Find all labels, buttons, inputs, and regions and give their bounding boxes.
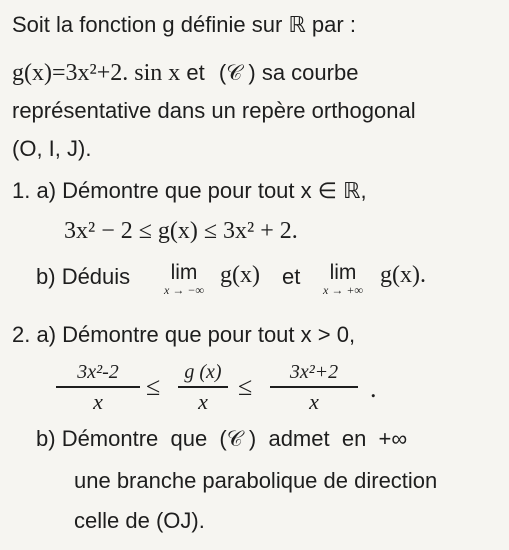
fraction-lower-bound (56, 360, 140, 414)
fraction-numerator: 3x²+2 (289, 361, 339, 383)
fraction-denominator: x (198, 389, 208, 414)
intro-curve-text: sa courbe (261, 60, 359, 85)
fraction-upper-bound (270, 360, 358, 414)
intro-line-4 (12, 136, 91, 162)
lim-subscript: x → −∞ (164, 283, 204, 297)
function-definition: g(x)=3x²+2. sin x (12, 60, 181, 86)
limit-minus-infinity (154, 262, 214, 296)
limit-1-function: g(x) (220, 262, 260, 288)
curve-symbol: (𝒞 ) (218, 60, 256, 85)
q2b-line-1 (36, 426, 407, 452)
fraction-middle (178, 360, 228, 414)
q2a-statement (12, 322, 355, 348)
fraction-bar (178, 386, 228, 388)
q2a-label: 2. a) (12, 322, 57, 347)
q2b-line-2 (74, 468, 437, 494)
fraction-denominator: x (309, 389, 319, 414)
limit-1-expression (220, 262, 260, 288)
limit-plus-infinity (312, 262, 374, 296)
fraction-numerator: g (x) (184, 361, 222, 383)
q1a-text: Démontre que pour tout x ∈ ℝ, (62, 178, 367, 203)
q1b-label-text (36, 264, 130, 290)
intro-text: Soit la fonction g définie sur ℝ par : (12, 12, 356, 37)
q1a-inequality (64, 218, 298, 244)
lim-word: lim (170, 261, 198, 284)
fraction-denominator: x (93, 389, 103, 414)
intro-line-3 (12, 98, 416, 124)
intro-line-1 (12, 12, 356, 38)
lim-word: lim (329, 261, 357, 284)
intro-text-representative: représentative dans un repère orthogonal (12, 98, 416, 123)
limit-2-expression (380, 262, 426, 288)
q1a-statement (12, 178, 367, 204)
q2a-text: Démontre que pour tout x > 0, (62, 322, 356, 347)
less-equal-symbol-2: ≤ (238, 372, 253, 401)
limit-connector (282, 264, 300, 290)
q2b-text-1: Démontre que (𝒞 ) admet en +∞ (61, 426, 408, 451)
q1b-text: Déduis (61, 264, 131, 289)
q2b-text-3: celle de (OJ). (74, 508, 205, 533)
intro-line-2 (12, 60, 358, 86)
intro-text-frame: (O, I, J). (12, 136, 92, 161)
ending-period: . (370, 374, 377, 403)
lim-subscript: x → +∞ (323, 283, 363, 297)
less-equal-symbol-1: ≤ (146, 372, 161, 401)
fraction-bar (270, 386, 358, 388)
q2b-label: b) (36, 426, 56, 451)
connector-et-2: et (282, 264, 301, 289)
fraction-bar (56, 386, 140, 388)
q1b-label: b) (36, 264, 56, 289)
q2b-line-3 (74, 508, 205, 534)
limit-2-function: g(x). (380, 262, 426, 288)
connector-et: et (186, 60, 205, 85)
q1a-inequality-text: 3x² − 2 ≤ g(x) ≤ 3x² + 2. (64, 218, 298, 244)
fraction-numerator: 3x²-2 (77, 361, 119, 383)
q2b-text-2: une branche parabolique de direction (74, 468, 438, 493)
q1a-label: 1. a) (12, 178, 57, 203)
